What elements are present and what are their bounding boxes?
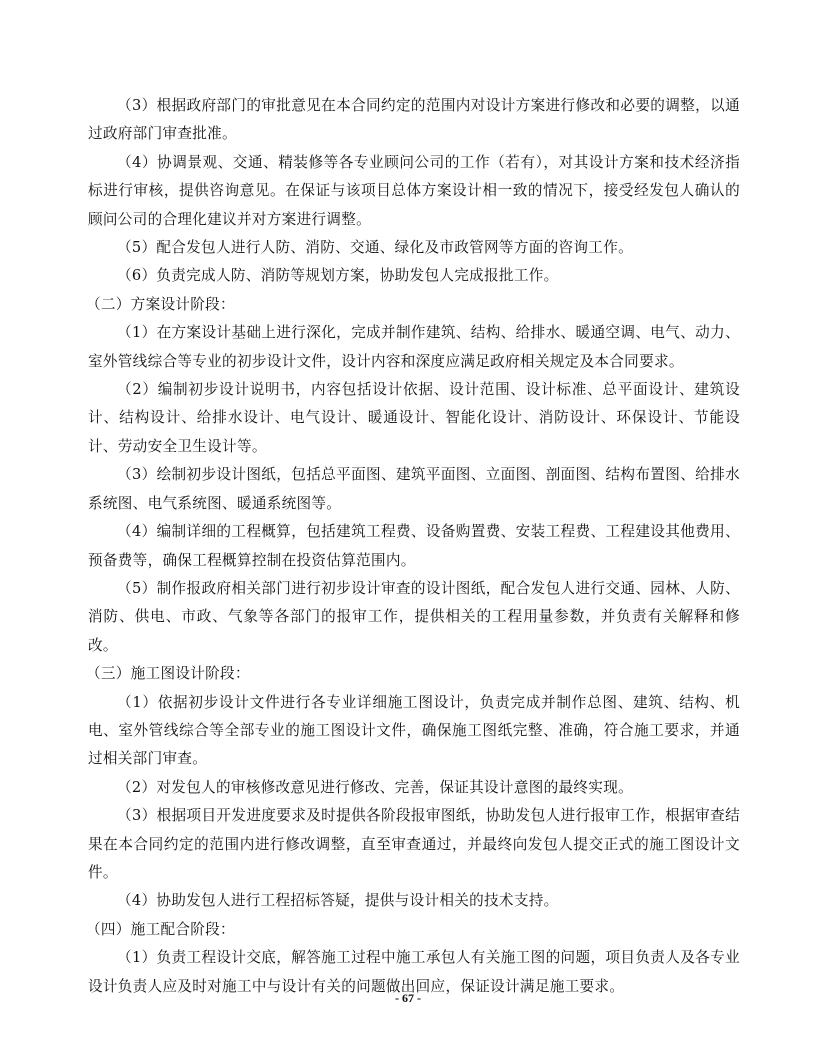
paragraph-item: （6）负责完成人防、消防等规划方案，协助发包人完成报批工作。	[117, 267, 559, 285]
paragraph-item: （3）根据项目开发进度要求及时提供各阶段报审图纸，协助发包人进行报审工作，根据审查结果在本合同约定的范围内进行修改调整，直至审查通过，并最终向发包人提交正式的施工图设计文件。	[88, 807, 740, 881]
paragraph-item: （2）对发包人的审核修改意见进行修改、完善，保证其设计意图的最终实现。	[117, 778, 633, 796]
section-heading: （四）施工配合阶段：	[86, 920, 235, 938]
page-number: - 67 -	[395, 991, 421, 1005]
paragraph-item: （2）编制初步设计说明书，内容包括设计依据、设计范围、设计标准、总平面设计、建筑设计、结构设计、给排水设计、电气设计、暖通设计、智能化设计、消防设计、环保设计、节能设计、劳动安全卫生设计等。	[88, 381, 740, 455]
paragraph-item: （5）制作报政府相关部门进行初步设计审查的设计图纸，配合发包人进行交通、园林、人防、消防、供电、市政、气象等各部门的报审工作，提供相关的工程用量参数，并负责有关解释和修改。	[88, 579, 740, 654]
paragraph-item: （3）根据政府部门的审批意见在本合同约定的范围内对设计方案进行修改和必要的调整，以通过政府部门审查批准。	[88, 97, 740, 143]
paragraph-item: （1）依据初步设计文件进行各专业详细施工图设计，负责完成并制作总图、建筑、结构、机电、室外管线综合等全部专业的施工图设计文件，确保施工图纸完整、准确，符合施工要求，并通过相关部门审查。	[88, 693, 740, 768]
section-heading: （三）施工图设计阶段：	[86, 665, 250, 683]
document-body	[88, 92, 740, 1001]
paragraph-item: （4）协调景观、交通、精装修等各专业顾问公司的工作（若有），对其设计方案和技术经济指标进行审核，提供咨询意见。在保证与该项目总体方案设计相一致的情况下，接受经发包人确认的顾问公司的合理化建议并对方案进行调整。	[88, 153, 740, 228]
section-heading: （二）方案设计阶段：	[86, 295, 235, 313]
paragraph-item: （5）配合发包人进行人防、消防、交通、绿化及市政管网等方面的咨询工作。	[117, 239, 633, 257]
paragraph-item: （4）协助发包人进行工程招标答疑，提供与设计相关的技术支持。	[117, 892, 559, 910]
paragraph-item: （3）绘制初步设计图纸，包括总平面图、建筑平面图、立面图、剖面图、结构布置图、给排水系统图、电气系统图、暖通系统图等。	[88, 466, 740, 512]
paragraph-item: （4）编制详细的工程概算，包括建筑工程费、设备购置费、安装工程费、工程建设其他费用、预备费等，确保工程概算控制在投资估算范围内。	[88, 523, 740, 569]
paragraph-item: （1）在方案设计基础上进行深化，完成并制作建筑、结构、给排水、暖通空调、电气、动力、室外管线综合等专业的初步设计文件，设计内容和深度应满足政府相关规定及本合同要求。	[88, 324, 740, 370]
paragraph-item: （1）负责工程设计交底，解答施工过程中施工承包人有关施工图的问题，项目负责人及各专业设计负责人应及时对施工中与设计有关的问题做出回应，保证设计满足施工要求。	[88, 949, 740, 995]
